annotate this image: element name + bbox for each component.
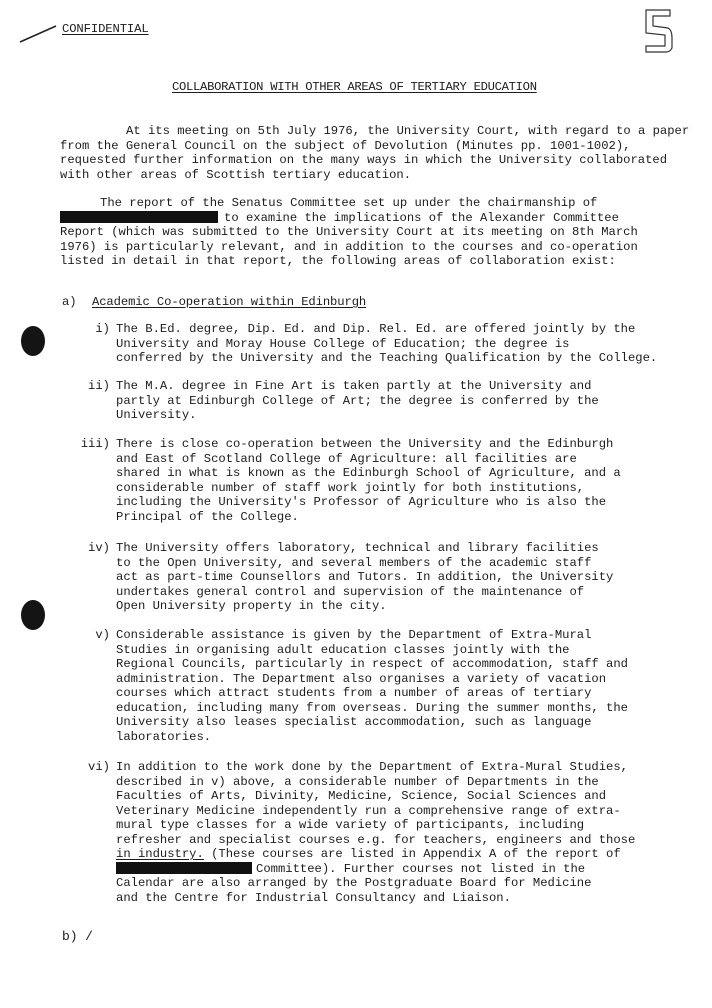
text-line: listed in detail in that report, the following areas of collaboration exist: <box>60 254 616 268</box>
text-line: Faculties of Arts, Divinity, Medicine, Science, Social Sciences and <box>116 789 607 803</box>
text-fragment: Committee). Further courses not listed in the <box>256 861 586 876</box>
text-line: The M.A. degree in Fine Art is taken partly at the University and <box>116 379 592 393</box>
text-line: Report (which was submitted to the University Court at its meeting on 8th March <box>60 225 638 239</box>
text-fragment-underlined: in industry. <box>116 847 204 861</box>
intro-paragraph-2 <box>60 196 638 269</box>
text-line: University. <box>116 408 197 422</box>
text-line: considerable number of staff work jointly for both institutions, <box>116 480 585 495</box>
text-line: and East of Scotland College of Agriculture: all facilities are <box>116 451 577 466</box>
text-line: mural type classes for a wide variety of participants, including <box>116 818 585 832</box>
text-line-with-redaction <box>60 211 638 226</box>
text-line: Veterinary Medicine independently run a comprehensive range of extra- <box>116 803 621 818</box>
item-number: vi) <box>88 760 110 774</box>
text-line: partly at Edinburgh College of Art; the degree is conferred by the <box>116 393 599 408</box>
text-line: Calendar are also arranged by the Postgraduate Board for Medicine <box>116 876 592 890</box>
list-item <box>116 379 599 423</box>
text-line: requested further information on the many ways in which the University collaborated <box>60 153 668 167</box>
item-number: i) <box>95 322 110 336</box>
text-line: conferred by the University and the Teaching Qualification by the College. <box>116 351 658 365</box>
list-item <box>116 628 628 744</box>
punch-hole <box>21 600 45 630</box>
text-line: The University offers laboratory, technical and library facilities <box>116 541 599 555</box>
text-line: The B.Ed. degree, Dip. Ed. and Dip. Rel. Ed. are offered jointly by the <box>116 322 636 336</box>
text-fragment: (These courses are listed in Appendix A of the report of <box>211 847 621 861</box>
text-line: act as part-time Counsellors and Tutors. In addition, the University <box>116 570 614 584</box>
section-a-marker: a) <box>62 295 77 309</box>
text-line: At its meeting on 5th July 1976, the University Court, with regard to a paper <box>126 124 690 138</box>
punch-hole <box>21 326 45 356</box>
text-line: 1976) is particularly relevant, and in addition to the courses and co-operation <box>60 239 638 254</box>
text-line: Regional Councils, particularly in respect of accommodation, staff and <box>116 657 628 671</box>
document-title: COLLABORATION WITH OTHER AREAS OF TERTIARY EDUCATION <box>172 80 537 94</box>
list-item <box>116 322 657 366</box>
list-item <box>116 760 635 905</box>
text-line: administration. The Department also organises a variety of vacation <box>116 671 607 686</box>
text-line: education, including many from overseas. During the summer months, the <box>116 700 628 715</box>
text-line: and the Centre for Industrial Consultancy and Liaison. <box>116 890 511 905</box>
list-item <box>116 541 613 614</box>
item-number: v) <box>95 628 110 642</box>
text-line: There is close co-operation between the University and the Edinburgh <box>116 437 614 451</box>
text-line: shared in what is known as the Edinburgh School of Agriculture, and a <box>116 466 621 480</box>
item-number: iv) <box>88 541 110 555</box>
text-line: Considerable assistance is given by the Department of Extra-Mural <box>116 628 592 642</box>
pen-mark <box>18 22 58 46</box>
text-line: described in v) above, a considerable number of Departments in the <box>116 774 599 789</box>
text-fragment: to examine the implications of the Alexander Committee <box>224 210 619 225</box>
item-number: iii) <box>80 437 110 451</box>
text-line: with other areas of Scottish tertiary education. <box>60 167 412 182</box>
page-number-stamp <box>640 4 676 56</box>
text-line: laboratories. <box>116 729 212 744</box>
text-line: including the University's Professor of Agriculture who is also the <box>116 495 607 509</box>
classification-label: CONFIDENTIAL <box>62 22 149 36</box>
text-line <box>116 847 635 862</box>
text-line: from the General Council on the subject of Devolution (Minutes pp. 1001-1002), <box>60 138 631 153</box>
page-number-outline <box>640 4 676 56</box>
text-line: University also leases specialist accommodation, such as language <box>116 715 592 729</box>
text-line: Principal of the College. <box>116 509 299 524</box>
section-a-heading: Academic Co-operation within Edinburgh <box>92 295 367 309</box>
redaction-bar <box>60 211 218 223</box>
text-line: University and Moray House College of Education; the degree is <box>116 336 570 351</box>
text-line: to the Open University, and several members of the academic staff <box>116 555 592 570</box>
continuation-marker: b) / <box>62 929 93 944</box>
text-line: undertakes general control and supervision of the maintenance of <box>116 584 585 599</box>
item-number: ii) <box>88 379 110 393</box>
list-item <box>116 437 621 524</box>
text-line: The report of the Senatus Committee set up under the chairmanship of <box>100 196 598 210</box>
text-line: refresher and specialist courses e.g. for teachers, engineers and those <box>116 832 636 847</box>
text-line: Studies in organising adult education classes jointly with the <box>116 642 570 657</box>
text-line: In addition to the work done by the Department of Extra-Mural Studies, <box>116 760 628 774</box>
text-line-with-redaction <box>116 862 635 877</box>
text-line: courses which attract students from a number of areas of tertiary <box>116 686 592 700</box>
text-line: Open University property in the city. <box>116 599 387 613</box>
intro-paragraph-1 <box>60 124 689 182</box>
redaction-bar <box>116 862 252 874</box>
